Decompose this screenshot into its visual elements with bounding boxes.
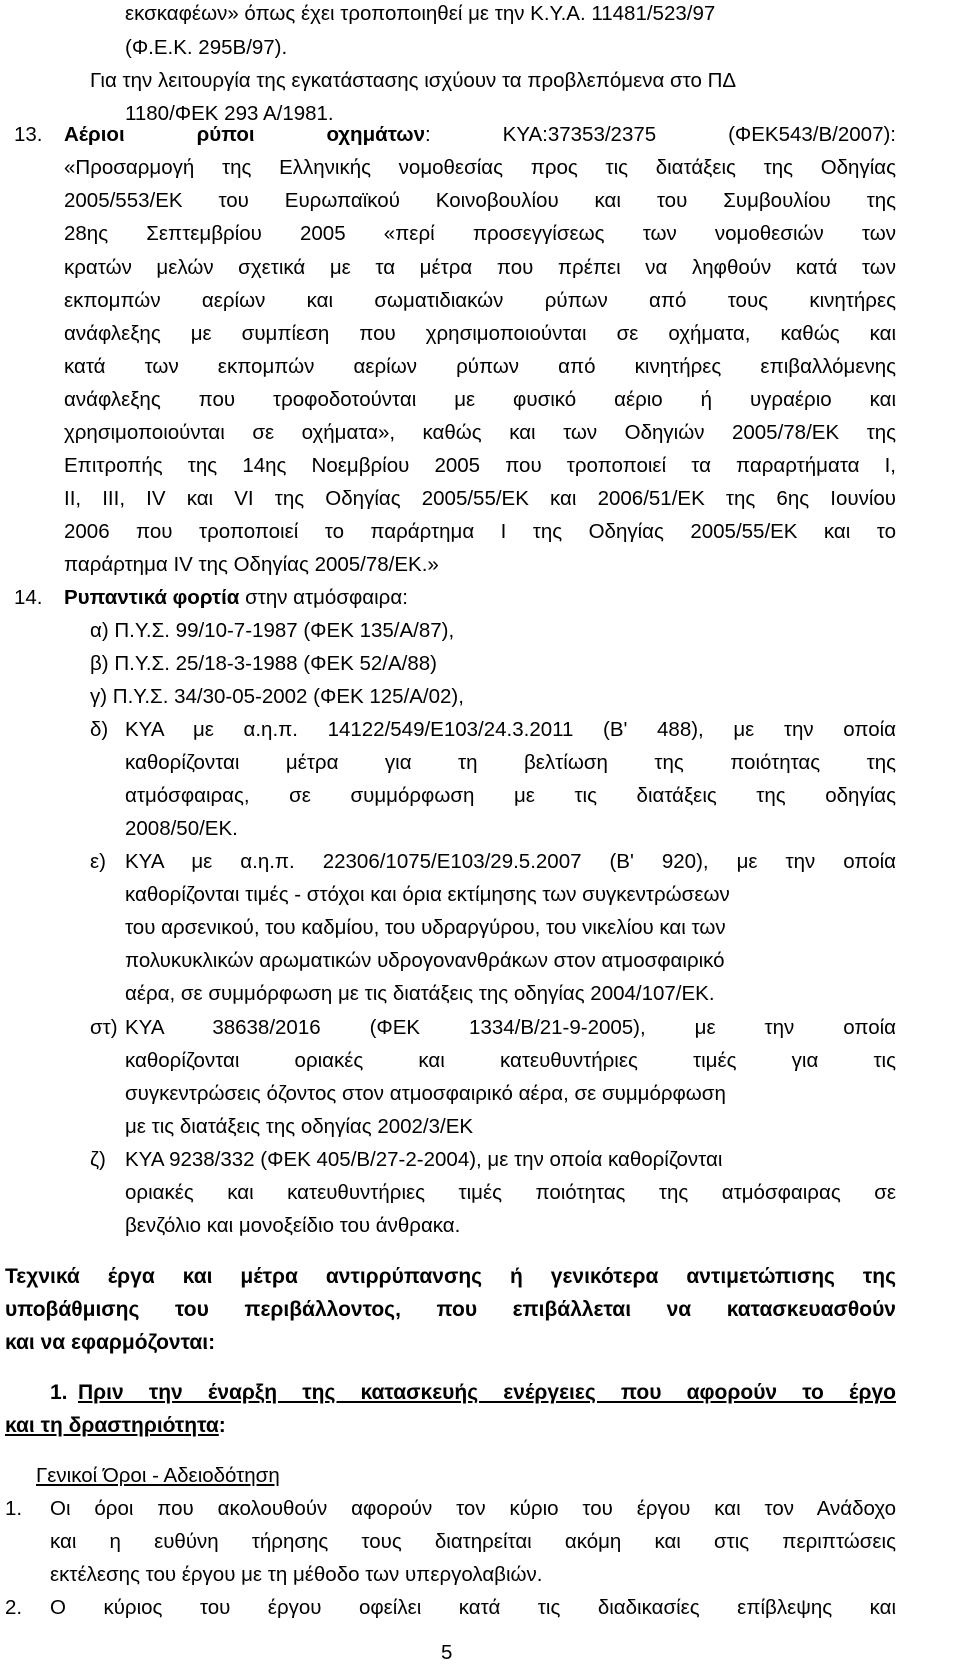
list-item-c: γ) Π.Υ.Σ. 34/30-05-2002 (ΦΕΚ 125/Α/02),	[90, 685, 464, 708]
text-line: Ο κύριος του έργου οφείλει κατά τις διαδικασίες επίβλεψης και	[50, 1596, 896, 1619]
text-line: εκπομπών αερίων και σωματιδιακών ρύπων από τους κινητήρες	[64, 289, 896, 312]
text-line: ΚΥΑ με α.η.π. 22306/1075/Ε103/29.5.2007 (Β' 920), με την οποία	[125, 850, 896, 873]
text-line: αέρα, σε συμμόρφωση με τις διατάξεις της οδηγίας 2004/107/ΕΚ.	[125, 982, 715, 1005]
item-13-first-line	[64, 123, 896, 147]
subsection-heading-cont: και τη δραστηριότητα	[5, 1414, 219, 1437]
subsection-number: 1.	[50, 1381, 68, 1404]
text-line: Επιτροπής της 14ης Νοεμβρίου 2005 που τροποποιεί τα παραρτήματα Ι,	[64, 454, 896, 477]
list-label-f: στ)	[90, 1016, 118, 1039]
subsection-heading-line	[5, 1414, 226, 1438]
text-line: καθορίζονται τιμές - στόχοι και όρια εκτίμησης των συγκεντρώσεων	[125, 883, 730, 906]
item-number: 14.	[14, 586, 43, 609]
list-label-g: ζ)	[90, 1148, 106, 1171]
text-line: 1180/ΦΕΚ 293 Α/1981.	[125, 102, 334, 125]
text-line: Για την λειτουργία της εγκατάστασης ισχύουν τα προβλεπόμενα στο ΠΔ	[90, 69, 737, 92]
text-line: ΚΥΑ με α.η.π. 14122/549/Ε103/24.3.2011 (Β' 488), με την οποία	[125, 718, 896, 741]
item-13-heading: Αέριοι ρύποι οχημάτων	[64, 123, 426, 146]
text-line: βενζόλιο και μονοξείδιο του άνθρακα.	[125, 1214, 461, 1237]
item-14-heading-rest: στην ατμόσφαιρα:	[239, 586, 408, 609]
page-number: 5	[441, 1641, 453, 1664]
text-line: συγκεντρώσεις όζοντος στον ατμοσφαιρικό αέρα, σε συμμόρφωση	[125, 1082, 726, 1105]
text-line: ΚΥΑ 38638/2016 (ΦΕΚ 1334/Β/21-9-2005), με την οποία	[125, 1016, 896, 1039]
text-line: εκσκαφέων» όπως έχει τροποποιηθεί με την Κ.Υ.Α. 11481/523/97	[125, 2, 716, 25]
text-line: ανάφλεξης που τροφοδοτούνται με φυσικό αέριο ή υγραέριο και	[64, 388, 896, 411]
text-line: ατμόσφαιρας, σε συμμόρφωση με τις διατάξεις της οδηγίας	[125, 784, 896, 807]
text-line: Οι όροι που ακολουθούν αφορούν τον κύριο του έργου και τον Ανάδοχο	[50, 1497, 896, 1520]
paragraph-number: 1.	[5, 1497, 23, 1520]
item-14-heading: Ρυπαντικά φορτία	[64, 586, 240, 609]
text-line: 2008/50/ΕΚ.	[125, 817, 238, 840]
text-line: πολυκυκλικών αρωματικών υδρογονανθράκων στον ατμοσφαιρικό	[125, 949, 725, 972]
text-line: ανάφλεξης με συμπίεση που χρησιμοποιούνται σε οχήματα, καθώς και	[64, 322, 896, 345]
section-title-line: Τεχνικά έργα και μέτρα αντιρρύπανσης ή γενικότερα αντιμετώπισης της	[5, 1265, 896, 1288]
text-line: κατά των εκπομπών αερίων ρύπων από κινητήρες επιβαλλόμενης	[64, 355, 896, 378]
section-title-line: υποβάθμισης του περιβάλλοντος, που επιβάλλεται να κατασκευασθούν	[5, 1298, 896, 1321]
general-terms-heading: Γενικοί Όροι - Αδειοδότηση	[36, 1464, 280, 1487]
text-line: ΚΥΑ 9238/332 (ΦΕΚ 405/Β/27-2-2004), με την οποία καθορίζονται	[125, 1148, 723, 1171]
text-line: του αρσενικού, του καδμίου, του υδραργύρου, του νικελίου και των	[125, 916, 726, 939]
text-line: «Προσαρμογή της Ελληνικής νομοθεσίας προς τις διατάξεις της Οδηγίας	[64, 156, 896, 179]
subsection-heading-line	[78, 1381, 896, 1405]
subsection-colon: :	[218, 1414, 226, 1437]
subsection-heading: Πριν την έναρξη της κατασκευής ενέργειες που αφορούν το έργο	[78, 1381, 896, 1404]
item-number: 13.	[14, 123, 43, 146]
text-line: καθορίζονται οριακές και κατευθυντήριες τιμές για τις	[125, 1049, 896, 1072]
text-line: 2006 που τροποποιεί το παράρτημα Ι της Οδηγίας 2005/55/ΕΚ και το	[64, 520, 896, 543]
text-line: οριακές και κατευθυντήριες τιμές ποιότητας της ατμόσφαιρας σε	[125, 1181, 896, 1204]
text-line: εκτέλεσης του έργου με τη μέθοδο των υπεργολαβιών.	[50, 1563, 543, 1586]
text-line: καθορίζονται μέτρα για τη βελτίωση της ποιότητας της	[125, 751, 896, 774]
list-label-e: ε)	[90, 850, 106, 873]
text-line: ΙΙ, ΙΙΙ, ΙV και VI της Οδηγίας 2005/55/ΕΚ και 2006/51/ΕΚ της 6ης Ιουνίου	[64, 487, 896, 510]
text-line: χρησιμοποιούνται σε οχήματα», καθώς και των Οδηγιών 2005/78/ΕΚ της	[64, 421, 896, 444]
text-line: με τις διατάξεις της οδηγίας 2002/3/ΕΚ	[125, 1115, 474, 1138]
paragraph-number: 2.	[5, 1596, 23, 1619]
section-title-line: και να εφαρμόζονται:	[5, 1331, 216, 1354]
list-item-a: α) Π.Υ.Σ. 99/10-7-1987 (ΦΕΚ 135/Α/87),	[90, 619, 455, 642]
text-line: και η ευθύνη τήρησης τους διατηρείται ακόμη και στις περιπτώσεις	[50, 1530, 896, 1553]
text-line: κρατών μελών σχετικά με τα μέτρα που πρέπει να ληφθούν κατά των	[64, 256, 896, 279]
text-line: 2005/553/ΕΚ του Ευρωπαϊκού Κοινοβουλίου και του Συμβουλίου της	[64, 189, 896, 212]
item-14-heading-line	[64, 586, 408, 610]
text-line: (Φ.Ε.Κ. 295Β/97).	[125, 36, 288, 59]
list-label-d: δ)	[90, 718, 109, 741]
item-13-ref: : ΚΥΑ:37353/2375 (ΦΕΚ543/Β/2007):	[425, 123, 896, 146]
list-item-b: β) Π.Υ.Σ. 25/18-3-1988 (ΦΕΚ 52/Α/88)	[90, 652, 437, 675]
text-line: παράρτημα ΙV της Οδηγίας 2005/78/ΕΚ.»	[64, 553, 439, 576]
text-line: 28ης Σεπτεμβρίου 2005 «περί προσεγγίσεως των νομοθεσιών των	[64, 222, 896, 245]
